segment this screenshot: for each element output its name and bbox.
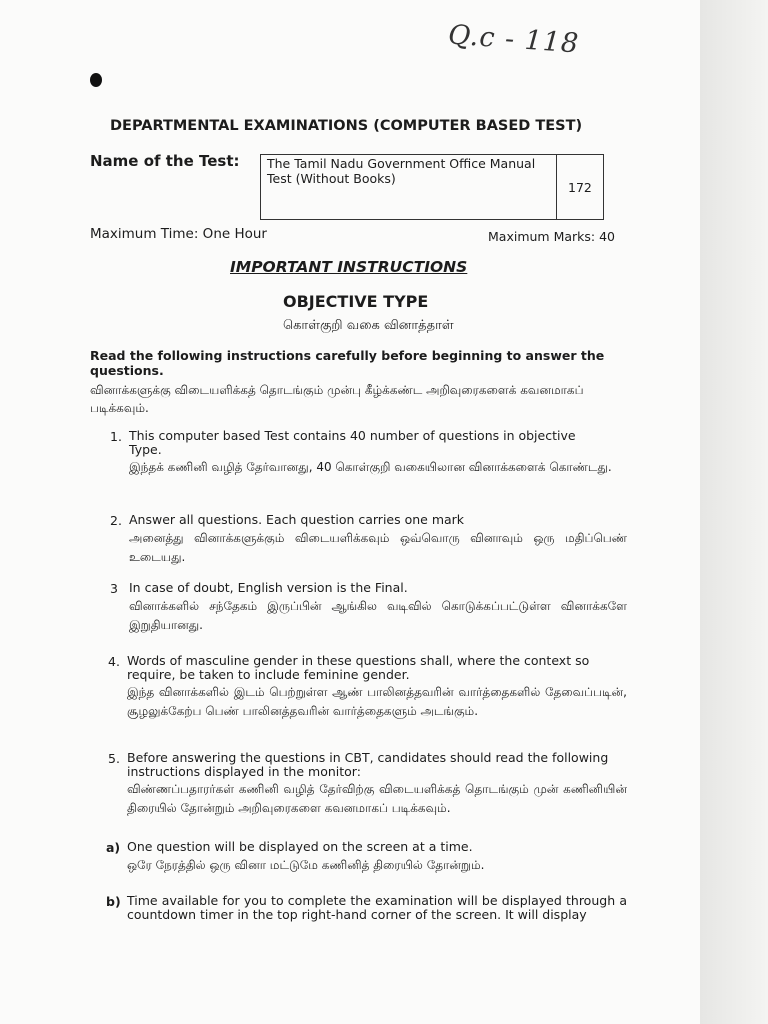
item-english: Words of masculine gender in these questions shall, where the context so require, be taken to include feminine gender. [127, 653, 590, 682]
handwritten-reference: Q.c - 118 [447, 19, 581, 60]
scan-edge-shadow [700, 0, 768, 1024]
objective-type-heading: OBJECTIVE TYPE [283, 292, 429, 311]
item-english: Before answering the questions in CBT, candidates should read the following instructions displayed in the monitor: [127, 750, 609, 779]
ink-dot [90, 73, 102, 87]
item-english: Answer all questions. Each question carries one mark [129, 512, 465, 527]
item-english: One question will be displayed on the screen at a time. [127, 839, 473, 854]
item-tamil: இந்த வினாக்களில் இடம் பெற்றுள்ள ஆண் பாலினத்தவரின் வார்த்தைகளில் தேவைப்படின், சூழலுக்கேற்ப பெண் பாலினத்தவரின் வார்த்தைகளும் அடங்கும். [127, 685, 627, 718]
item-tamil: இந்தக் கணினி வழித் தேர்வானது, 40 கொள்குறி வகையிலான வினாக்களைக் கொண்டது. [129, 460, 612, 474]
item-number: 1. [110, 429, 122, 444]
maximum-time: Maximum Time: One Hour [90, 226, 267, 242]
read-instructions-tamil: வினாக்களுக்கு விடையளிக்கத் தொடங்கும் முன்பு கீழ்க்கண்ட அறிவுரைகளைக் கவனமாகப் படிக்கவும். [90, 383, 584, 415]
read-instructions: Read the following instructions carefully before beginning to answer the questions. [90, 348, 605, 378]
item-letter: b) [106, 894, 121, 909]
objective-type-tamil: கொள்குறி வகை வினாத்தாள் [283, 318, 454, 333]
item-english: This computer based Test contains 40 number of questions in objective Type. [129, 428, 576, 457]
item-tamil: வினாக்களில் சந்தேகம் இருப்பின் ஆங்கில வடிவில் கொடுக்கப்பட்டுள்ள வினாக்களே இறுதியானது. [129, 599, 627, 632]
test-name-label: Name of the Test: [90, 152, 240, 170]
item-number: 3 [110, 581, 118, 596]
item-english: In case of doubt, English version is the Final. [129, 580, 408, 595]
item-letter: a) [106, 840, 121, 855]
maximum-marks: Maximum Marks: 40 [488, 229, 615, 244]
item-number: 5. [108, 751, 120, 766]
item-number: 2. [110, 513, 122, 528]
item-english: Time available for you to complete the examination will be displayed through a countdown timer in the top right-hand corner of the screen. It will display [127, 893, 627, 922]
item-tamil: ஒரே நேரத்தில் ஒரு வினா மட்டுமே கணினித் திரையில் தோன்றும். [127, 858, 485, 872]
important-instructions-heading: IMPORTANT INSTRUCTIONS [230, 258, 468, 276]
document-heading: DEPARTMENTAL EXAMINATIONS (COMPUTER BASED TEST) [110, 118, 583, 134]
box-divider [556, 155, 557, 219]
test-name-value: The Tamil Nadu Government Office Manual Test (Without Books) [267, 156, 536, 186]
test-code: 172 [568, 180, 592, 195]
test-name-box [260, 154, 604, 220]
item-number: 4. [108, 654, 120, 669]
item-tamil: விண்ணப்பதாரர்கள் கணினி வழித் தேர்விற்கு விடையளிக்கத் தொடங்கும் முன் கணினியின் திரையில் தோன்றும் அறிவுரைகளை கவனமாகப் படிக்கவும். [127, 782, 627, 815]
item-tamil: அனைத்து வினாக்களுக்கும் விடையளிக்கவும் ஒவ்வொரு வினாவும் ஒரு மதிப்பெண் உடையது. [129, 531, 627, 564]
